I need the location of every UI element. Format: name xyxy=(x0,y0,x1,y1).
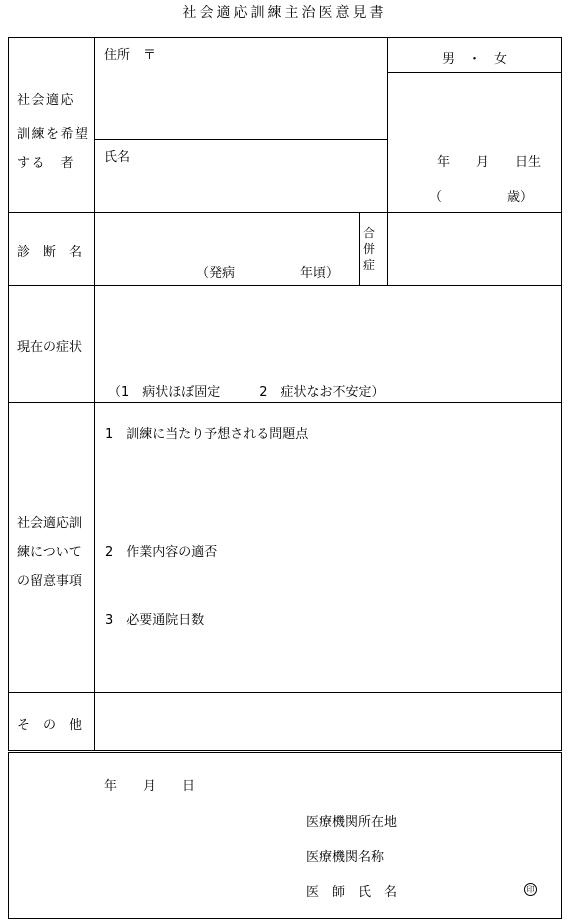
applicant-label-line3: する 者 xyxy=(17,156,76,171)
complication-label-2: 併 xyxy=(363,242,376,256)
current-symptoms-label: 現在の症状 xyxy=(17,340,83,355)
applicant-label-line1: 社会適応 xyxy=(17,93,76,108)
form-title: 社会適応訓練主治医意見書 xyxy=(182,5,387,21)
training-notes-label-line2: 練について xyxy=(17,545,82,560)
age-field: （ 歳） xyxy=(429,190,534,205)
applicant-label-line2: 訓練を希望 xyxy=(17,127,90,142)
institution-name-label: 医療機関名称 xyxy=(306,850,385,865)
birth-date-field: 年 月 日生 xyxy=(437,155,542,170)
training-item-3: 3 必要通院日数 xyxy=(105,613,205,628)
complication-label-3: 症 xyxy=(363,258,376,272)
training-item-1: 1 訓練に当たり予想される問題点 xyxy=(105,427,309,442)
sex-field: 男 ・ 女 xyxy=(441,52,507,67)
training-notes-label-line3: の留意事項 xyxy=(17,574,83,589)
complication-label-1: 合 xyxy=(363,226,376,240)
name-label: 氏名 xyxy=(104,150,131,165)
training-item-2: 2 作業内容の適否 xyxy=(105,545,218,560)
doctor-name-label: 医 師 氏 名 xyxy=(306,885,398,900)
footer-date: 年 月 日 xyxy=(104,779,196,794)
symptom-options: （1 病状ほぼ固定 2 症状なお不安定） xyxy=(108,385,385,400)
diagnosis-label: 診 断 名 xyxy=(17,245,83,260)
address-label: 住所 〒 xyxy=(104,48,157,63)
training-notes-label-line1: 社会適応訓 xyxy=(17,516,83,531)
other-label: そ の 他 xyxy=(17,718,83,733)
seal-icon: 印 xyxy=(524,883,537,896)
onset-field: （発病 年頃） xyxy=(196,266,340,281)
institution-address-label: 医療機関所在地 xyxy=(306,815,398,830)
